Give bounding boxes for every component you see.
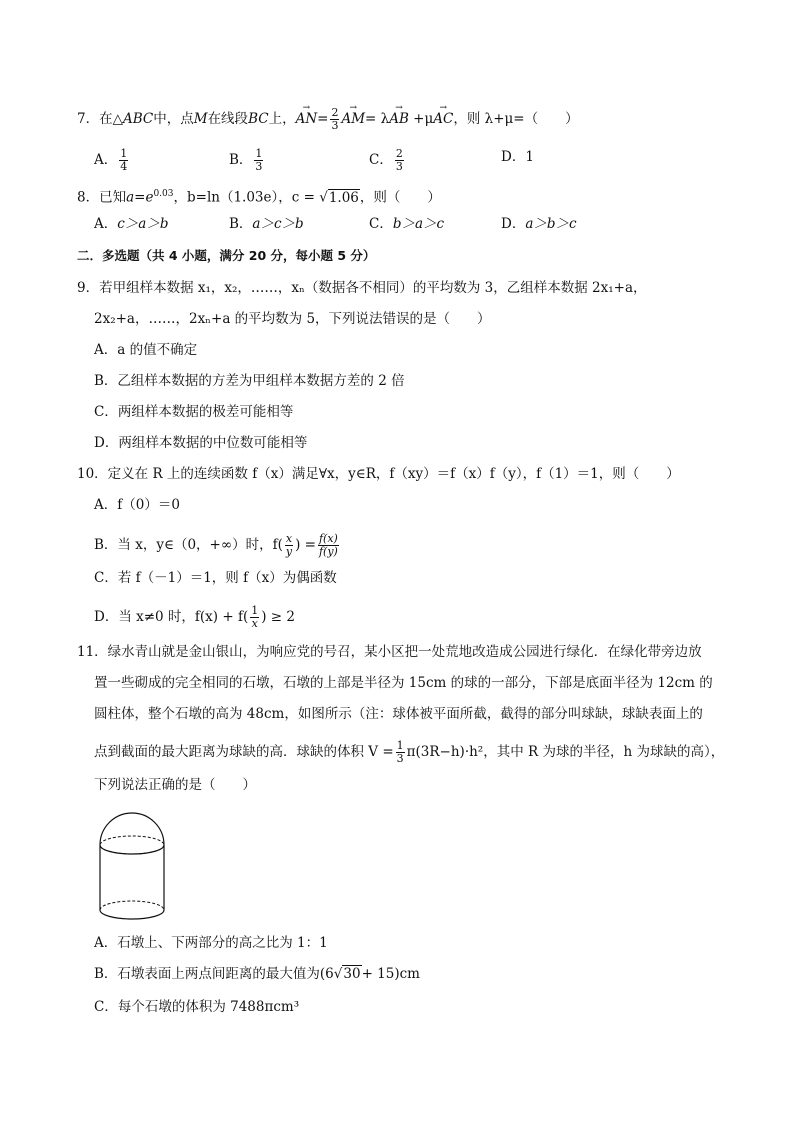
q10-option-c: C．若 f（－1）＝1，则 f（x）为偶函数 [94, 570, 337, 586]
q7-option-b: B． $\frac{1}{3}$ [229, 147, 263, 173]
q8-stem: 8．已知$a=e^{0.03}$，b=ln（1.03e），c = √1.06，则（ ） [77, 189, 441, 206]
q11-line-2: 置一些砌成的完全相同的石墩，石墩的上部是半径为 15cm 的球的一部分，下部是底面半径为 12cm 的 [94, 675, 713, 691]
q8-option-b: B．a＞c＞b [229, 216, 304, 232]
q11-line-1: 11．绿水青山就是金山银山，为响应党的号召，某小区把一处荒地改造成公园进行绿化．在绿化带旁边放 [77, 644, 702, 660]
q11-option-a: A．石墩上、下两部分的高之比为 1：1 [94, 935, 328, 951]
q10-option-d: D．当 x≠0 时，f(x) + f( $\frac{1}{x}$ ) ≥ 2 [94, 604, 295, 630]
q8-option-a: A．c＞a＞b [94, 216, 169, 232]
stone-pier-figure [92, 800, 172, 925]
q7-option-d: D．1 [501, 149, 534, 165]
q10-stem: 10．定义在 R 上的连续函数 f（x）满足∀x，y∈R，f（xy）＝f（x）f（y），f（1）＝1，则（ ） [77, 466, 680, 482]
q11-line-4: 点到截面的最大距离为球缺的高．球缺的体积 V = $\frac{1}{3}$ π(3R−h)·h²，其中 R 为球的半径，h 为球缺的高）， [94, 739, 725, 765]
q9-option-a: A．a 的值不确定 [94, 342, 198, 358]
q10-option-b: B．当 x，y∈（0，+∞）时，f( $\frac{x}{y}$ ) = $\frac{f(x)}{f(y)}$ [94, 532, 338, 558]
q9-line-1: 9．若甲组样本数据 x₁，x₂，……，xₙ（数据各不相同）的平均数为 3，乙组样本数据 2x₁+a， [77, 280, 647, 296]
q9-option-b: B．乙组样本数据的方差为甲组样本数据方差的 2 倍 [94, 373, 405, 389]
q9-line-2: 2x₂+a，……，2xₙ+a 的平均数为 5，下列说法错误的是（ ） [94, 311, 491, 327]
q11-line-5: 下列说法正确的是（ ） [94, 777, 256, 793]
q10-option-a: A．f（0）＝0 [94, 497, 180, 513]
q9-option-c: C．两组样本数据的极差可能相等 [94, 404, 294, 420]
q7-fraction: $\frac{2}{3}$ [331, 106, 339, 132]
q8-option-c: C．b＞a＞c [369, 216, 445, 232]
q7-option-c: C． $\frac{2}{3}$ [369, 147, 403, 173]
q7-stem: 7．在△ABC中，点M在线段BC上，→ AN= $\frac{2}{3}$ → AM= λ→ AB +μ→ AC，则 λ+μ=（ ） [77, 107, 579, 132]
q8-option-d: D．a＞b＞c [501, 216, 577, 232]
q11-option-b: B．石墩表面上两点间距离的最大值为(6√30+ 15)cm [94, 966, 420, 982]
q7-option-a: A． $\frac{1}{4}$ [94, 147, 128, 173]
q11-line-3: 圆柱体，整个石墩的高为 48cm，如图所示（注：球体被平面所截，截得的部分叫球缺，球缺表面上的 [94, 706, 703, 722]
q9-option-d: D．两组样本数据的中位数可能相等 [94, 435, 308, 451]
q11-option-c: C．每个石墩的体积为 7488πcm³ [94, 999, 300, 1015]
section-heading: 二．多选题（共 4 小题，满分 20 分，每小题 5 分） [77, 248, 376, 263]
